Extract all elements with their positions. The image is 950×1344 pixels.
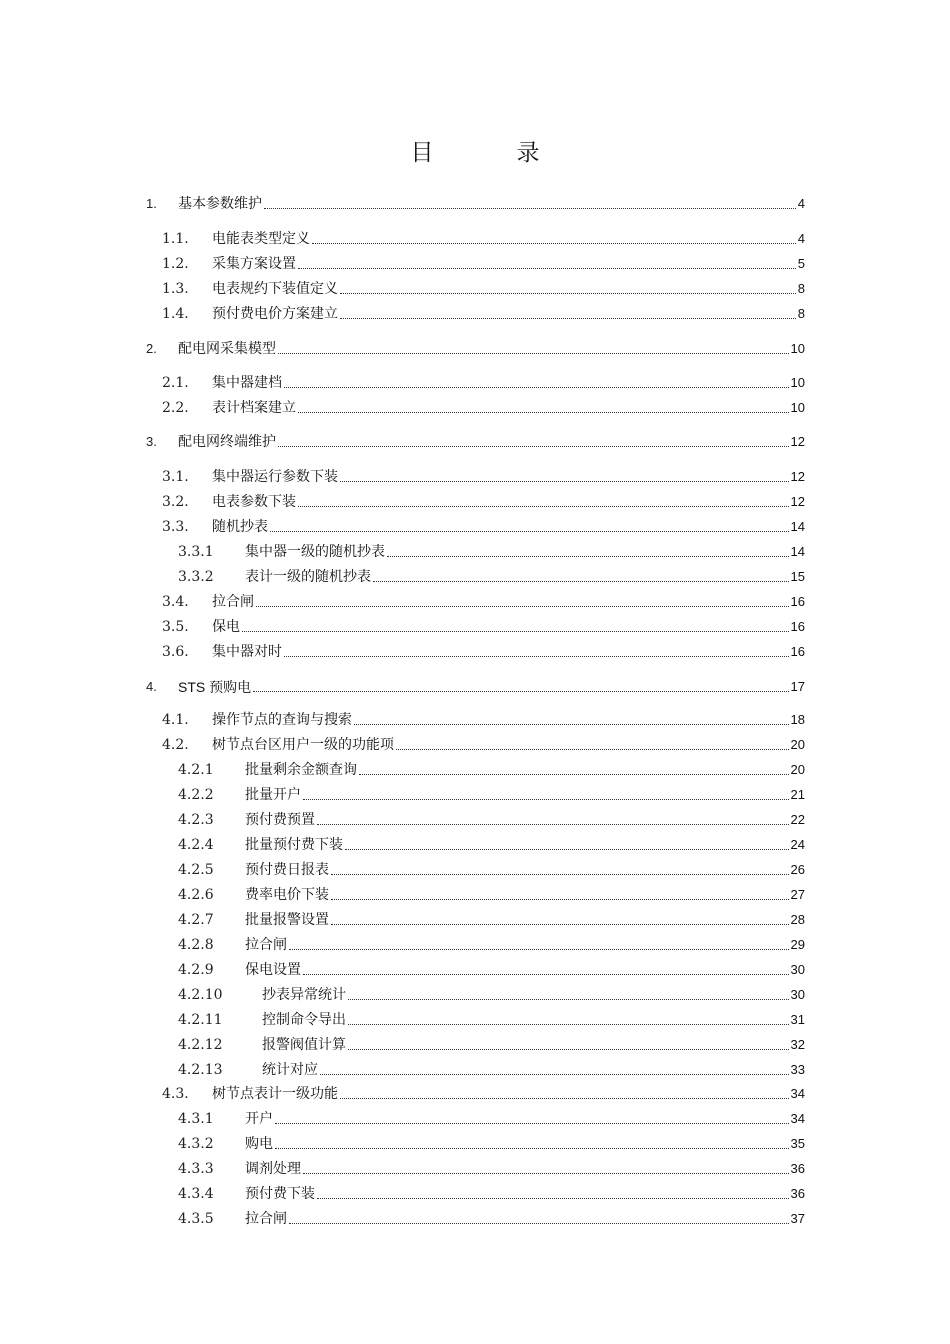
toc-entry[interactable] bbox=[178, 1109, 805, 1129]
toc-entry-title: 采集方案设置 bbox=[212, 256, 296, 272]
toc-entry-page: 16 bbox=[790, 594, 805, 609]
toc-entry-title: 树节点表计一级功能 bbox=[212, 1086, 338, 1102]
toc-entry-number: 4.2. bbox=[162, 737, 189, 753]
toc-dot-leader bbox=[348, 1024, 789, 1025]
toc-dot-leader bbox=[284, 656, 789, 657]
toc-dot-leader bbox=[354, 724, 789, 725]
toc-entry-number: 4.2.13 bbox=[178, 1062, 223, 1078]
toc-entry-title: 批量预付费下装 bbox=[245, 837, 343, 853]
toc-entry-title: 电表参数下装 bbox=[212, 494, 296, 510]
toc-entry-page: 28 bbox=[790, 912, 805, 927]
toc-entry-page: 12 bbox=[790, 494, 805, 509]
toc-entry-number: 4.2.11 bbox=[178, 1012, 223, 1028]
toc-entry-page: 12 bbox=[790, 469, 805, 484]
toc-entry-page: 35 bbox=[790, 1136, 805, 1151]
toc-entry-number: 4.2.4 bbox=[178, 837, 214, 853]
toc-dot-leader bbox=[270, 531, 789, 532]
toc-entry[interactable] bbox=[178, 960, 805, 980]
toc-entry-page: 16 bbox=[790, 619, 805, 634]
toc-entry[interactable] bbox=[162, 492, 805, 512]
toc-entry-number: 4.2.3 bbox=[178, 812, 214, 828]
toc-entry[interactable] bbox=[146, 194, 805, 214]
toc-entry-number: 3.4. bbox=[162, 594, 189, 610]
toc-entry-number: 1.3. bbox=[162, 281, 189, 297]
toc-entry-title: 预付费日报表 bbox=[245, 862, 329, 878]
toc-entry-title: 集中器运行参数下装 bbox=[212, 469, 338, 485]
toc-entry-title: 集中器建档 bbox=[212, 375, 282, 391]
toc-dot-leader bbox=[289, 949, 789, 950]
toc-entry-page: 34 bbox=[790, 1111, 805, 1126]
toc-entry[interactable] bbox=[162, 279, 805, 299]
toc-entry-number: 4.2.12 bbox=[178, 1037, 223, 1053]
toc-entry-title: 预付费电价方案建立 bbox=[212, 306, 338, 322]
toc-entry-page: 8 bbox=[797, 281, 805, 296]
toc-entry[interactable] bbox=[178, 542, 805, 562]
toc-entry-title: 集中器对时 bbox=[212, 644, 282, 660]
toc-entry-page: 15 bbox=[790, 569, 805, 584]
toc-entry[interactable] bbox=[162, 254, 805, 274]
toc-dot-leader bbox=[264, 208, 796, 209]
toc-entry-page: 37 bbox=[790, 1211, 805, 1226]
toc-entry-page: 22 bbox=[790, 812, 805, 827]
toc-entry[interactable] bbox=[162, 592, 805, 612]
toc-entry-number: 2.2. bbox=[162, 400, 189, 416]
toc-dot-leader bbox=[348, 999, 789, 1000]
toc-entry-number: 1.1. bbox=[162, 231, 189, 247]
toc-dot-leader bbox=[331, 874, 789, 875]
toc-entry[interactable] bbox=[162, 710, 805, 730]
toc-entry-number: 4.3.3 bbox=[178, 1161, 214, 1177]
toc-entry-page: 29 bbox=[790, 937, 805, 952]
toc-entry-title: 调剂处理 bbox=[245, 1161, 301, 1177]
toc-dot-leader bbox=[289, 1223, 789, 1224]
toc-entry[interactable] bbox=[178, 1060, 805, 1080]
toc-dot-leader bbox=[303, 974, 789, 975]
toc-entry[interactable] bbox=[162, 617, 805, 637]
toc-entry-title: 基本参数维护 bbox=[178, 196, 262, 212]
toc-entry[interactable] bbox=[178, 785, 805, 805]
toc-entry-title: 预付费预置 bbox=[245, 812, 315, 828]
toc-entry-title: 拉合闸 bbox=[212, 594, 254, 610]
toc-dot-leader bbox=[275, 1148, 789, 1149]
toc-entry-page: 14 bbox=[790, 544, 805, 559]
toc-entry[interactable] bbox=[162, 373, 805, 393]
toc-entry[interactable] bbox=[178, 885, 805, 905]
toc-entry-page: 10 bbox=[790, 400, 805, 415]
toc-entry-number: 4.2.5 bbox=[178, 862, 214, 878]
toc-dot-leader bbox=[359, 774, 789, 775]
toc-entry[interactable] bbox=[146, 677, 805, 697]
toc-entry[interactable] bbox=[162, 517, 805, 537]
toc-entry-page: 33 bbox=[790, 1062, 805, 1077]
toc-dot-leader bbox=[345, 849, 789, 850]
toc-entry[interactable] bbox=[162, 467, 805, 487]
toc-entry-title: 统计对应 bbox=[262, 1062, 318, 1078]
toc-entry[interactable] bbox=[178, 760, 805, 780]
toc-dot-leader bbox=[317, 824, 789, 825]
toc-entry-number: 4.3.5 bbox=[178, 1211, 214, 1227]
toc-entry-number: 4.2.10 bbox=[178, 987, 223, 1003]
toc-dot-leader bbox=[340, 318, 796, 319]
toc-entry-title: 抄表异常统计 bbox=[262, 987, 346, 1003]
toc-entry-number: 4.3. bbox=[162, 1086, 189, 1102]
toc-dot-leader bbox=[278, 353, 789, 354]
toc-entry-title: 保电设置 bbox=[245, 962, 301, 978]
toc-dot-leader bbox=[387, 556, 789, 557]
toc-entry-title: 批量报警设置 bbox=[245, 912, 329, 928]
toc-dot-leader bbox=[396, 749, 789, 750]
toc-entry[interactable] bbox=[178, 810, 805, 830]
toc-entry-title: 操作节点的查询与搜索 bbox=[212, 712, 352, 728]
toc-entry[interactable] bbox=[178, 567, 805, 587]
toc-entry-number: 4.1. bbox=[162, 712, 189, 728]
toc-entry-title: 随机抄表 bbox=[212, 519, 268, 535]
toc-entry-number: 1.4. bbox=[162, 306, 189, 322]
toc-entry-page: 36 bbox=[790, 1186, 805, 1201]
toc-entry-title: 保电 bbox=[212, 619, 240, 635]
toc-entry-page: 4 bbox=[797, 231, 805, 246]
toc-entry-page: 36 bbox=[790, 1161, 805, 1176]
toc-entry-page: 18 bbox=[790, 712, 805, 727]
toc-entry[interactable] bbox=[178, 985, 805, 1005]
toc-entry-title: 电表规约下装值定义 bbox=[212, 281, 338, 297]
toc-entry-number: 3.3. bbox=[162, 519, 189, 535]
toc-entry[interactable] bbox=[162, 304, 805, 324]
toc-entry-title: 购电 bbox=[245, 1136, 273, 1152]
toc-entry-title: 预付费下装 bbox=[245, 1186, 315, 1202]
toc-entry-number: 4.2.6 bbox=[178, 887, 214, 903]
toc-dot-leader bbox=[340, 1098, 789, 1099]
toc-entry[interactable] bbox=[146, 432, 805, 452]
toc-entry-number: 4.2.7 bbox=[178, 912, 214, 928]
toc-title: 目 录 bbox=[410, 140, 570, 166]
toc-entry-number: 4.3.4 bbox=[178, 1186, 214, 1202]
toc-dot-leader bbox=[278, 446, 789, 447]
toc-entry[interactable] bbox=[162, 398, 805, 418]
toc-dot-leader bbox=[303, 799, 789, 800]
toc-entry[interactable] bbox=[162, 735, 805, 755]
toc-dot-leader bbox=[253, 691, 788, 692]
toc-dot-leader bbox=[312, 243, 796, 244]
toc-dot-leader bbox=[298, 506, 789, 507]
toc-entry-page: 20 bbox=[790, 762, 805, 777]
toc-entry[interactable] bbox=[178, 1209, 805, 1229]
toc-entry-title: 树节点台区用户一级的功能项 bbox=[212, 737, 394, 753]
toc-entry-title: 报警阀值计算 bbox=[262, 1037, 346, 1053]
toc-entry-title: 批量剩余金额查询 bbox=[245, 762, 357, 778]
toc-entry[interactable] bbox=[146, 339, 805, 359]
toc-dot-leader bbox=[331, 924, 789, 925]
toc-entry[interactable] bbox=[162, 229, 805, 249]
toc-entry-number: 3.5. bbox=[162, 619, 189, 635]
toc-entry-title: 表计一级的随机抄表 bbox=[245, 569, 371, 585]
toc-entry-page: 12 bbox=[790, 434, 805, 449]
toc-entry-page: 20 bbox=[790, 737, 805, 752]
toc-entry[interactable] bbox=[162, 642, 805, 662]
toc-entry-number: 4.2.9 bbox=[178, 962, 214, 978]
toc-entry[interactable] bbox=[178, 910, 805, 930]
toc-entry[interactable] bbox=[178, 1159, 805, 1179]
toc-entry[interactable] bbox=[178, 935, 805, 955]
toc-dot-leader bbox=[242, 631, 789, 632]
toc-dot-leader bbox=[320, 1074, 789, 1075]
toc-dot-leader bbox=[303, 1173, 789, 1174]
toc-entry-page: 10 bbox=[790, 375, 805, 390]
toc-entry-page: 16 bbox=[790, 644, 805, 659]
toc-entry-title: 表计档案建立 bbox=[212, 400, 296, 416]
toc-entry-number: 1.2. bbox=[162, 256, 189, 272]
toc-entry-title: 配电网终端维护 bbox=[178, 434, 276, 450]
toc-dot-leader bbox=[284, 387, 789, 388]
toc-dot-leader bbox=[317, 1198, 789, 1199]
toc-entry-page: 10 bbox=[790, 341, 805, 356]
toc-entry-page: 5 bbox=[797, 256, 805, 271]
toc-entry-page: 14 bbox=[790, 519, 805, 534]
toc-entry[interactable] bbox=[178, 1134, 805, 1154]
toc-entry-number: 2. bbox=[146, 341, 157, 356]
toc-entry[interactable] bbox=[162, 1084, 805, 1104]
toc-entry[interactable] bbox=[178, 860, 805, 880]
toc-entry-number: 4.2.2 bbox=[178, 787, 214, 803]
toc-dot-leader bbox=[298, 268, 796, 269]
toc-entry[interactable] bbox=[178, 1184, 805, 1204]
toc-dot-leader bbox=[373, 581, 789, 582]
toc-dot-leader bbox=[275, 1123, 789, 1124]
toc-entry-page: 8 bbox=[797, 306, 805, 321]
toc-dot-leader bbox=[298, 412, 789, 413]
toc-entry-number: 3.6. bbox=[162, 644, 189, 660]
toc-entry-page: 17 bbox=[790, 679, 805, 694]
toc-dot-leader bbox=[331, 899, 789, 900]
toc-entry-page: 30 bbox=[790, 962, 805, 977]
toc-entry-page: 32 bbox=[790, 1037, 805, 1052]
toc-entry-title: STS 预购电 bbox=[178, 679, 252, 695]
toc-dot-leader bbox=[256, 606, 789, 607]
toc-entry[interactable] bbox=[178, 1035, 805, 1055]
toc-entry-number: 2.1. bbox=[162, 375, 189, 391]
toc-entry-number: 3.1. bbox=[162, 469, 189, 485]
toc-entry-number: 3.2. bbox=[162, 494, 189, 510]
toc-dot-leader bbox=[348, 1049, 789, 1050]
toc-entry-page: 27 bbox=[790, 887, 805, 902]
toc-entry-page: 21 bbox=[790, 787, 805, 802]
toc-entry-number: 1. bbox=[146, 196, 157, 211]
toc-entry-title: 开户 bbox=[245, 1111, 273, 1127]
toc-entry-title: 集中器一级的随机抄表 bbox=[245, 544, 385, 560]
toc-entry-title: 电能表类型定义 bbox=[212, 231, 310, 247]
toc-entry-page: 31 bbox=[790, 1012, 805, 1027]
toc-entry-page: 24 bbox=[790, 837, 805, 852]
toc-entry-number: 4.3.2 bbox=[178, 1136, 214, 1152]
toc-entry-number: 3.3.1 bbox=[178, 544, 214, 560]
toc-entry-title: 配电网采集模型 bbox=[178, 341, 276, 357]
toc-entry-number: 4. bbox=[146, 679, 157, 694]
toc-entry-page: 4 bbox=[797, 196, 805, 211]
toc-entry-number: 4.3.1 bbox=[178, 1111, 214, 1127]
toc-entry-title: 拉合闸 bbox=[245, 937, 287, 953]
toc-entry-page: 30 bbox=[790, 987, 805, 1002]
toc-entry[interactable] bbox=[178, 835, 805, 855]
toc-dot-leader bbox=[340, 293, 796, 294]
toc-entry-page: 34 bbox=[790, 1086, 805, 1101]
toc-entry-title: 控制命令导出 bbox=[262, 1012, 346, 1028]
toc-entry-title: 费率电价下装 bbox=[245, 887, 329, 903]
toc-entry-number: 3. bbox=[146, 434, 157, 449]
toc-entry[interactable] bbox=[178, 1010, 805, 1030]
toc-entry-number: 3.3.2 bbox=[178, 569, 214, 585]
toc-entry-number: 4.2.8 bbox=[178, 937, 214, 953]
toc-entry-number: 4.2.1 bbox=[178, 762, 214, 778]
toc-entry-title: 拉合闸 bbox=[245, 1211, 287, 1227]
toc-entry-page: 26 bbox=[790, 862, 805, 877]
toc-dot-leader bbox=[340, 481, 789, 482]
toc-entry-title: 批量开户 bbox=[245, 787, 301, 803]
